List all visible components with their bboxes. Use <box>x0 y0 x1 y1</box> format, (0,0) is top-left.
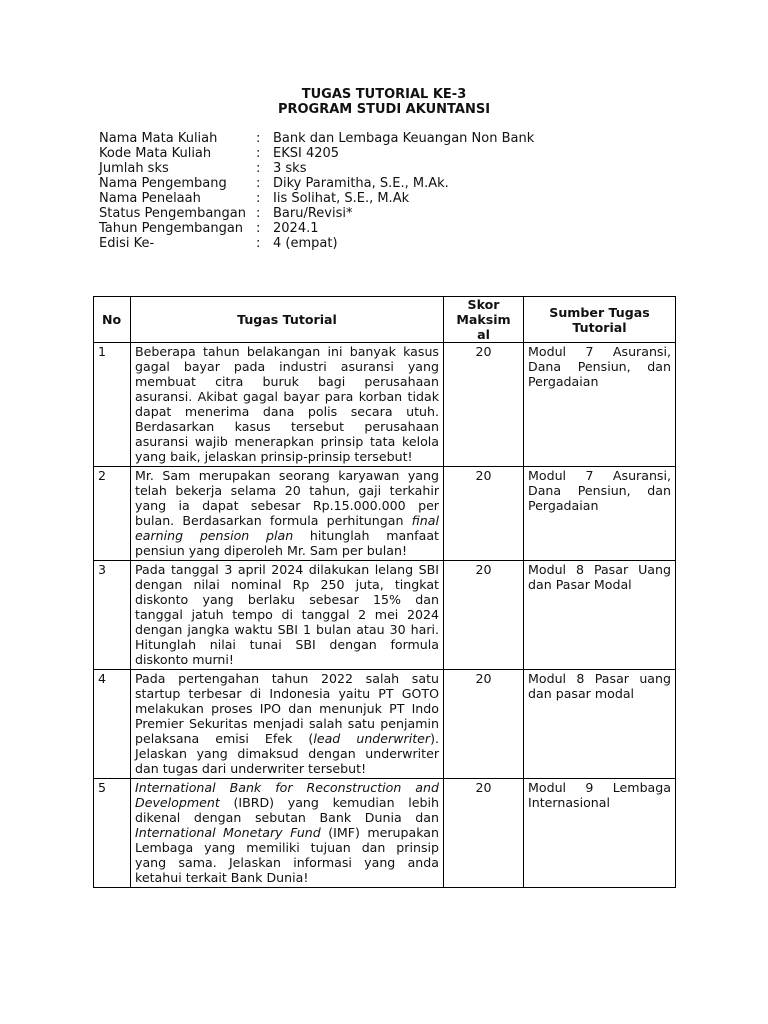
info-row-status: Status Pengembangan : Baru/Revisi* <box>99 206 679 221</box>
task-description <box>131 467 444 561</box>
page-title: TUGAS TUTORIAL KE-3 <box>301 87 467 102</box>
info-row-reviewer: Nama Penelaah : Iis Solihat, S.E., M.Ak <box>99 191 679 206</box>
task-number: 3 <box>94 561 131 670</box>
task-description <box>131 779 444 888</box>
header-task: Tugas Tutorial <box>131 297 444 343</box>
table-header-row <box>94 297 676 343</box>
task-text-segment: (IMF) merupakan Lembaga yang memiliki tujuan dan prinsip yang sama. Jelaskan informasi yang anda ketahui terkait Bank Dunia! <box>135 825 439 885</box>
task-description <box>131 561 444 670</box>
info-label: Kode Mata Kuliah <box>99 146 212 161</box>
task-number: 1 <box>94 343 131 467</box>
page-subtitle: PROGRAM STUDI AKUNTANSI <box>277 102 491 117</box>
info-label: Status Pengembangan <box>99 206 246 221</box>
table-row <box>94 670 676 779</box>
info-value: 3 sks <box>273 161 307 176</box>
table-row <box>94 779 676 888</box>
task-description <box>131 670 444 779</box>
info-value: 4 (empat) <box>273 236 338 251</box>
info-value: 2024.1 <box>273 221 319 236</box>
task-text-segment: Pada tanggal 3 april 2024 dilakukan lelang SBI dengan nilai nominal Rp 250 juta, tingkat diskonto yang berlaku sebesar 15% dan tanggal jatuh tempo di tanggal 2 mei 2024 dengan jangka waktu SBI 1 bulan atau 30 hari. Hitunglah nilai tunai SBI dengan formula diskonto murni! <box>135 562 439 667</box>
max-score: 20 <box>444 670 524 779</box>
info-row-year: Tahun Pengembangan : 2024.1 <box>99 221 679 236</box>
info-row-developer: Nama Pengembang : Diky Paramitha, S.E., M.Ak. <box>99 176 679 191</box>
header-score: Skor Maksim al <box>444 297 524 343</box>
task-text-segment: (IBRD) yang kemudian lebih dikenal dengan sebutan Bank Dunia dan <box>135 795 439 825</box>
task-text-segment: hitunglah manfaat pensiun yang diperoleh Mr. Sam per bulan! <box>135 528 439 558</box>
task-source: Modul 7 Asuransi, Dana Pensiun, dan Pergadaian <box>524 467 676 561</box>
task-source: Modul 8 Pasar uang dan pasar modal <box>524 670 676 779</box>
max-score: 20 <box>444 779 524 888</box>
course-info <box>99 131 679 251</box>
info-label: Tahun Pengembangan <box>99 221 244 236</box>
task-source: Modul 7 Asuransi, Dana Pensiun, dan Pergadaian <box>524 343 676 467</box>
info-value: EKSI 4205 <box>273 146 340 161</box>
info-label: Nama Mata Kuliah <box>99 131 218 146</box>
info-row-course-name: Nama Mata Kuliah : Bank dan Lembaga Keuangan Non Bank <box>99 131 679 146</box>
info-value: Baru/Revisi* <box>273 206 353 221</box>
max-score: 20 <box>444 343 524 467</box>
info-value: Iis Solihat, S.E., M.Ak <box>273 191 410 206</box>
info-row-credits: Jumlah sks : 3 sks <box>99 161 679 176</box>
task-source: Modul 9 Lembaga Internasional <box>524 779 676 888</box>
header-source: Sumber Tugas Tutorial <box>524 297 676 343</box>
info-label: Nama Pengembang <box>99 176 227 191</box>
max-score: 20 <box>444 467 524 561</box>
italic-term: International Bank for Reconstruction and Development <box>135 780 439 810</box>
task-number: 5 <box>94 779 131 888</box>
italic-term: lead underwriter <box>313 731 431 746</box>
table-row <box>94 467 676 561</box>
table-row <box>94 343 676 467</box>
italic-term: International Monetary Fund <box>135 825 321 840</box>
task-description <box>131 343 444 467</box>
task-number: 2 <box>94 467 131 561</box>
info-row-course-code: Kode Mata Kuliah : EKSI 4205 <box>99 146 679 161</box>
task-source: Modul 8 Pasar Uang dan Pasar Modal <box>524 561 676 670</box>
info-label: Nama Penelaah <box>99 191 201 206</box>
max-score: 20 <box>444 561 524 670</box>
header-no: No <box>94 297 131 343</box>
table-row <box>94 561 676 670</box>
info-label: Edisi Ke- <box>99 236 155 251</box>
task-text-segment: Pada pertengahan tahun 2022 salah satu startup terbesar di Indonesia yaitu PT GOTO melakukan proses IPO dan menunjuk PT Indo Premier Sekuritas menjadi salah satu penjamin pelaksana emisi Efek ( <box>135 671 439 746</box>
task-text-segment: Beberapa tahun belakangan ini banyak kasus gagal bayar pada industri asuransi yang membuat citra buruk bagi perusahaan asuransi. Akibat gagal bayar para korban tidak dapat menerima dana polis secara utuh. Berdasarkan kasus tersebut perusahaan asuransi wajib menerapkan prinsip tata kelola yang baik, jelaskan prinsip-prinsip tersebut! <box>135 344 439 464</box>
task-text-segment: Mr. Sam merupakan seorang karyawan yang telah bekerja selama 20 tahun, gaji terkahir yang ia dapat sebesar Rp.15.000.000 per bulan. Berdasarkan formula perhitungan <box>135 468 439 528</box>
task-number: 4 <box>94 670 131 779</box>
task-text-segment: ). Jelaskan yang dimaksud dengan underwriter dan tugas dari underwriter tersebut! <box>135 731 439 776</box>
info-value: Bank dan Lembaga Keuangan Non Bank <box>273 131 535 146</box>
info-row-edition: Edisi Ke- : 4 (empat) <box>99 236 679 251</box>
info-value: Diky Paramitha, S.E., M.Ak. <box>273 176 449 191</box>
info-label: Jumlah sks <box>99 161 169 176</box>
task-table <box>93 296 676 888</box>
table-body <box>94 343 676 888</box>
italic-term: final earning pension plan <box>135 513 439 543</box>
